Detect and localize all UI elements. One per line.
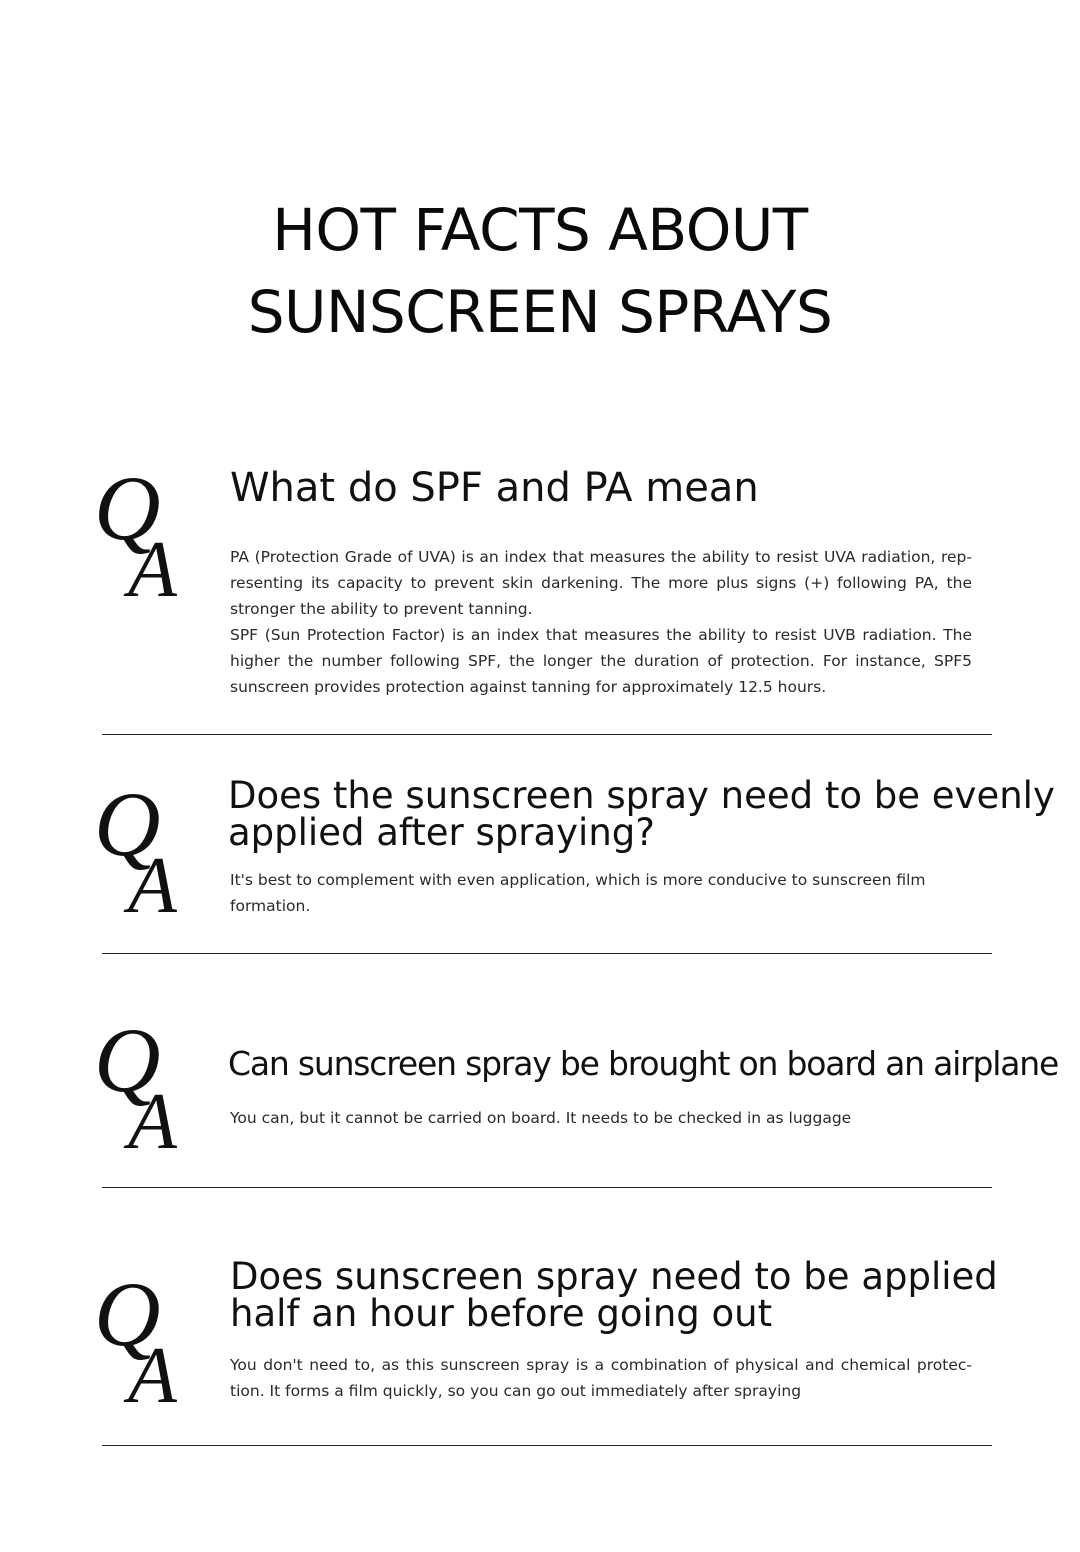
section-divider	[102, 1187, 992, 1188]
q-letter: Q	[94, 1263, 161, 1365]
a-letter: A	[128, 1332, 177, 1420]
question-airplane: Can sunscreen spray be brought on board an airplane	[228, 1044, 1059, 1083]
page-title-line-2: SUNSCREEN SPRAYS	[247, 278, 833, 346]
answer-paragraph: SPF (Sun Protection Factor) is an index that measures the ability to resist UVB radiation. The higher the number following SPF, the longer the duration of protection. For instance, SPF5 sunscreen provides protection against tanning for approximately 12.5 hours.	[230, 626, 972, 696]
section-divider	[102, 1445, 992, 1446]
answer-airplane: You can, but it cannot be carried on board. It needs to be checked in as luggage	[230, 1109, 852, 1127]
q-letter: Q	[94, 1009, 161, 1111]
a-letter: A	[128, 1078, 177, 1166]
qa-logo-mark	[94, 457, 204, 620]
a-letter: A	[128, 526, 177, 614]
answer-even-application: It's best to complement with even application, which is more conducive to sunscreen film formation.	[230, 871, 926, 915]
answer-half-hour: You don't need to, as this sunscreen spray is a combination of physical and chemical protec-tion. It forms a film quickly, so you can go out immediately after spraying	[230, 1356, 972, 1400]
page-title-line-1: HOT FACTS ABOUT	[272, 196, 808, 264]
q-letter: Q	[94, 457, 161, 559]
qa-logo-mark	[94, 773, 204, 936]
question-even-application-line-1: Does the sunscreen spray need to be evenly	[228, 774, 1055, 817]
section-divider	[102, 734, 992, 735]
a-letter: A	[128, 842, 177, 930]
qa-logo-mark	[94, 1009, 204, 1172]
question-spf-pa: What do SPF and PA mean	[230, 465, 759, 511]
question-half-hour-line-1: Does sunscreen spray need to be applied	[230, 1255, 998, 1298]
question-even-application-line-2: applied after spraying?	[228, 811, 655, 854]
question-half-hour-line-2: half an hour before going out	[230, 1292, 773, 1335]
section-divider	[102, 953, 992, 954]
answer-spf-pa	[230, 544, 972, 700]
answer-paragraph: PA (Protection Grade of UVA) is an index that measures the ability to resist UVA radiation, rep-resenting its capacity to prevent skin darkening. The more plus signs (+) following PA, the stronger the ability to prevent tanning.	[230, 548, 972, 618]
q-letter: Q	[94, 773, 161, 875]
qa-logo-mark	[94, 1263, 204, 1426]
